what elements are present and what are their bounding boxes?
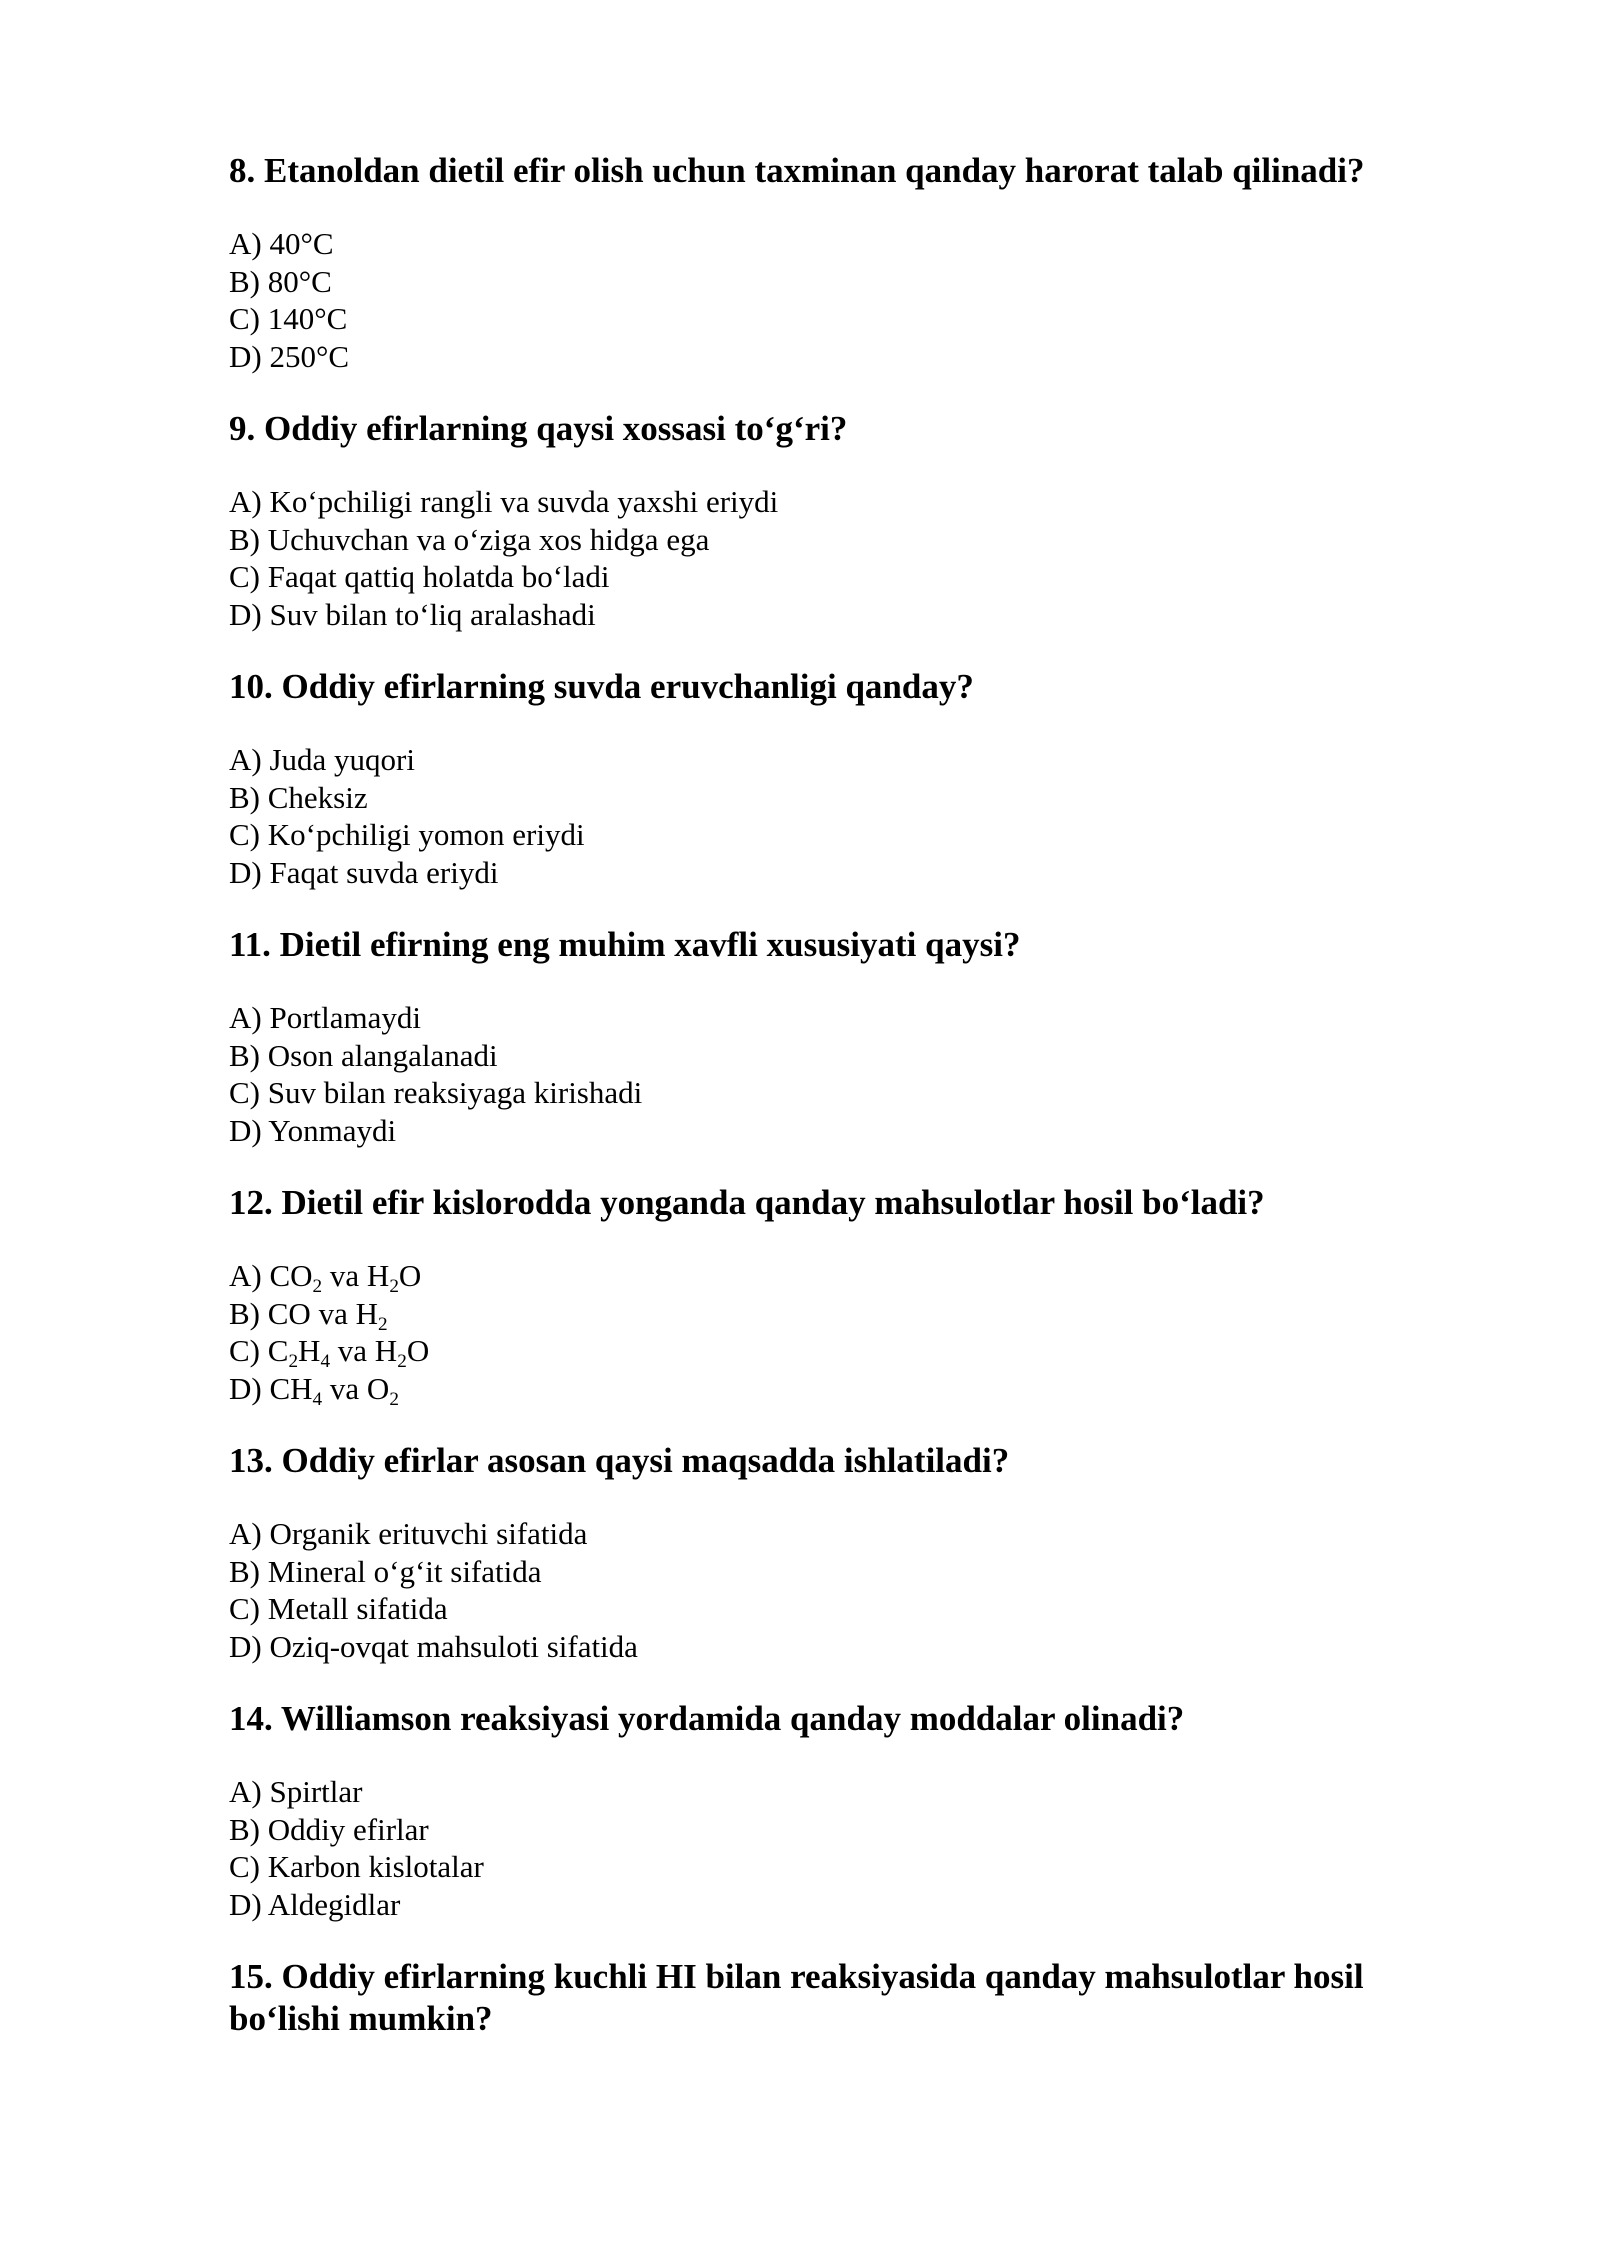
subscript: 2 — [288, 1351, 299, 1373]
answer-option-a: A) Spirtlar — [229, 1774, 363, 1809]
answer-option-b: B) Uchuvchan va o‘ziga xos hidga ega — [229, 521, 710, 557]
question-12 — [229, 1182, 1409, 1410]
answer-option-c: C) 140°C — [229, 301, 348, 336]
answer-options — [229, 999, 1409, 1149]
question-title: 11. Dietil efirning eng muhim xavfli xususiyati qaysi? — [229, 925, 1021, 964]
question-8 — [229, 150, 1409, 375]
question-14 — [229, 1698, 1409, 1923]
answer-option-d: D) $CH_4$ va $O_2$ — [229, 1370, 399, 1410]
question-title: 12. Dietil efir kislorodda yonganda qanday mahsulotlar hosil bo‘ladi? — [229, 1183, 1265, 1222]
question-9 — [229, 408, 1409, 633]
question-title: 14. Williamson reaksiyasi yordamida qanday moddalar olinadi? — [229, 1699, 1185, 1738]
answer-options — [229, 1257, 1409, 1410]
answer-option-d: D) Aldegidlar — [229, 1886, 401, 1922]
answer-option-b: B) Oson alangalanadi — [229, 1037, 498, 1073]
answer-option-b: B) Mineral o‘g‘it sifatida — [229, 1553, 542, 1589]
answer-option-b: B) Cheksiz — [229, 779, 368, 815]
subscript: 2 — [389, 1388, 399, 1410]
answer-option-c: C) Suv bilan reaksiyaga kirishadi — [229, 1075, 643, 1110]
question-13 — [229, 1440, 1409, 1665]
answer-options — [229, 741, 1409, 891]
answer-option-b: B) Oddiy efirlar — [229, 1811, 429, 1847]
question-title: 8. Etanoldan dietil efir olish uchun taxminan qanday harorat talab qilinadi? — [229, 151, 1365, 190]
subscript: 4 — [320, 1351, 331, 1373]
answer-option-d: D) Oziq-ovqat mahsuloti sifatida — [229, 1628, 638, 1664]
answer-option-d: D) Suv bilan to‘liq aralashadi — [229, 596, 596, 632]
answer-option-d: D) Yonmaydi — [229, 1112, 397, 1148]
answer-options — [229, 225, 1409, 375]
subscript: 2 — [389, 1276, 399, 1298]
subscript: 2 — [312, 1276, 323, 1298]
answer-option-d: D) 250°C — [229, 338, 350, 374]
question-11 — [229, 924, 1409, 1149]
answer-option-d: D) Faqat suvda eriydi — [229, 854, 499, 890]
answer-option-a: A) Ko‘pchiligi rangli va suvda yaxshi eriydi — [229, 484, 779, 519]
answer-option-c: C) Metall sifatida — [229, 1591, 448, 1626]
question-title: 13. Oddiy efirlar asosan qaysi maqsadda ishlatiladi? — [229, 1441, 1010, 1480]
answer-option-a: A) Juda yuqori — [229, 742, 415, 777]
subscript: 2 — [397, 1351, 407, 1373]
question-10 — [229, 666, 1409, 891]
answer-options — [229, 483, 1409, 633]
question-list — [229, 150, 1409, 2073]
answer-options — [229, 1773, 1409, 1923]
subscript: 4 — [312, 1388, 323, 1410]
subscript: 2 — [377, 1313, 388, 1335]
answer-options — [229, 1515, 1409, 1665]
answer-option-c: C) Karbon kislotalar — [229, 1849, 484, 1884]
answer-option-b: B) CO va $H_2$ — [229, 1295, 388, 1335]
question-15 — [229, 1956, 1409, 2040]
question-title: 9. Oddiy efirlarning qaysi xossasi to‘g‘ri? — [229, 409, 848, 448]
answer-option-a: A) Organik erituvchi sifatida — [229, 1516, 588, 1551]
answer-option-b: B) 80°C — [229, 263, 332, 299]
question-title: 15. Oddiy efirlarning kuchli HI bilan reaksiyasida qanday mahsulotlar hosil bo‘lishi mumkin? — [229, 1957, 1364, 2038]
answer-option-a: A) Portlamaydi — [229, 1000, 421, 1035]
answer-option-a: A) 40°C — [229, 226, 334, 261]
answer-option-c: C) Faqat qattiq holatda bo‘ladi — [229, 559, 610, 594]
answer-option-a: A) $CO_2$ va $H_2O$ — [229, 1258, 422, 1298]
answer-option-c: C) Ko‘pchiligi yomon eriydi — [229, 817, 585, 852]
question-title: 10. Oddiy efirlarning suvda eruvchanligi qanday? — [229, 667, 974, 706]
answer-option-c: C) $C_2H_4$ va $H_2O$ — [229, 1333, 430, 1373]
